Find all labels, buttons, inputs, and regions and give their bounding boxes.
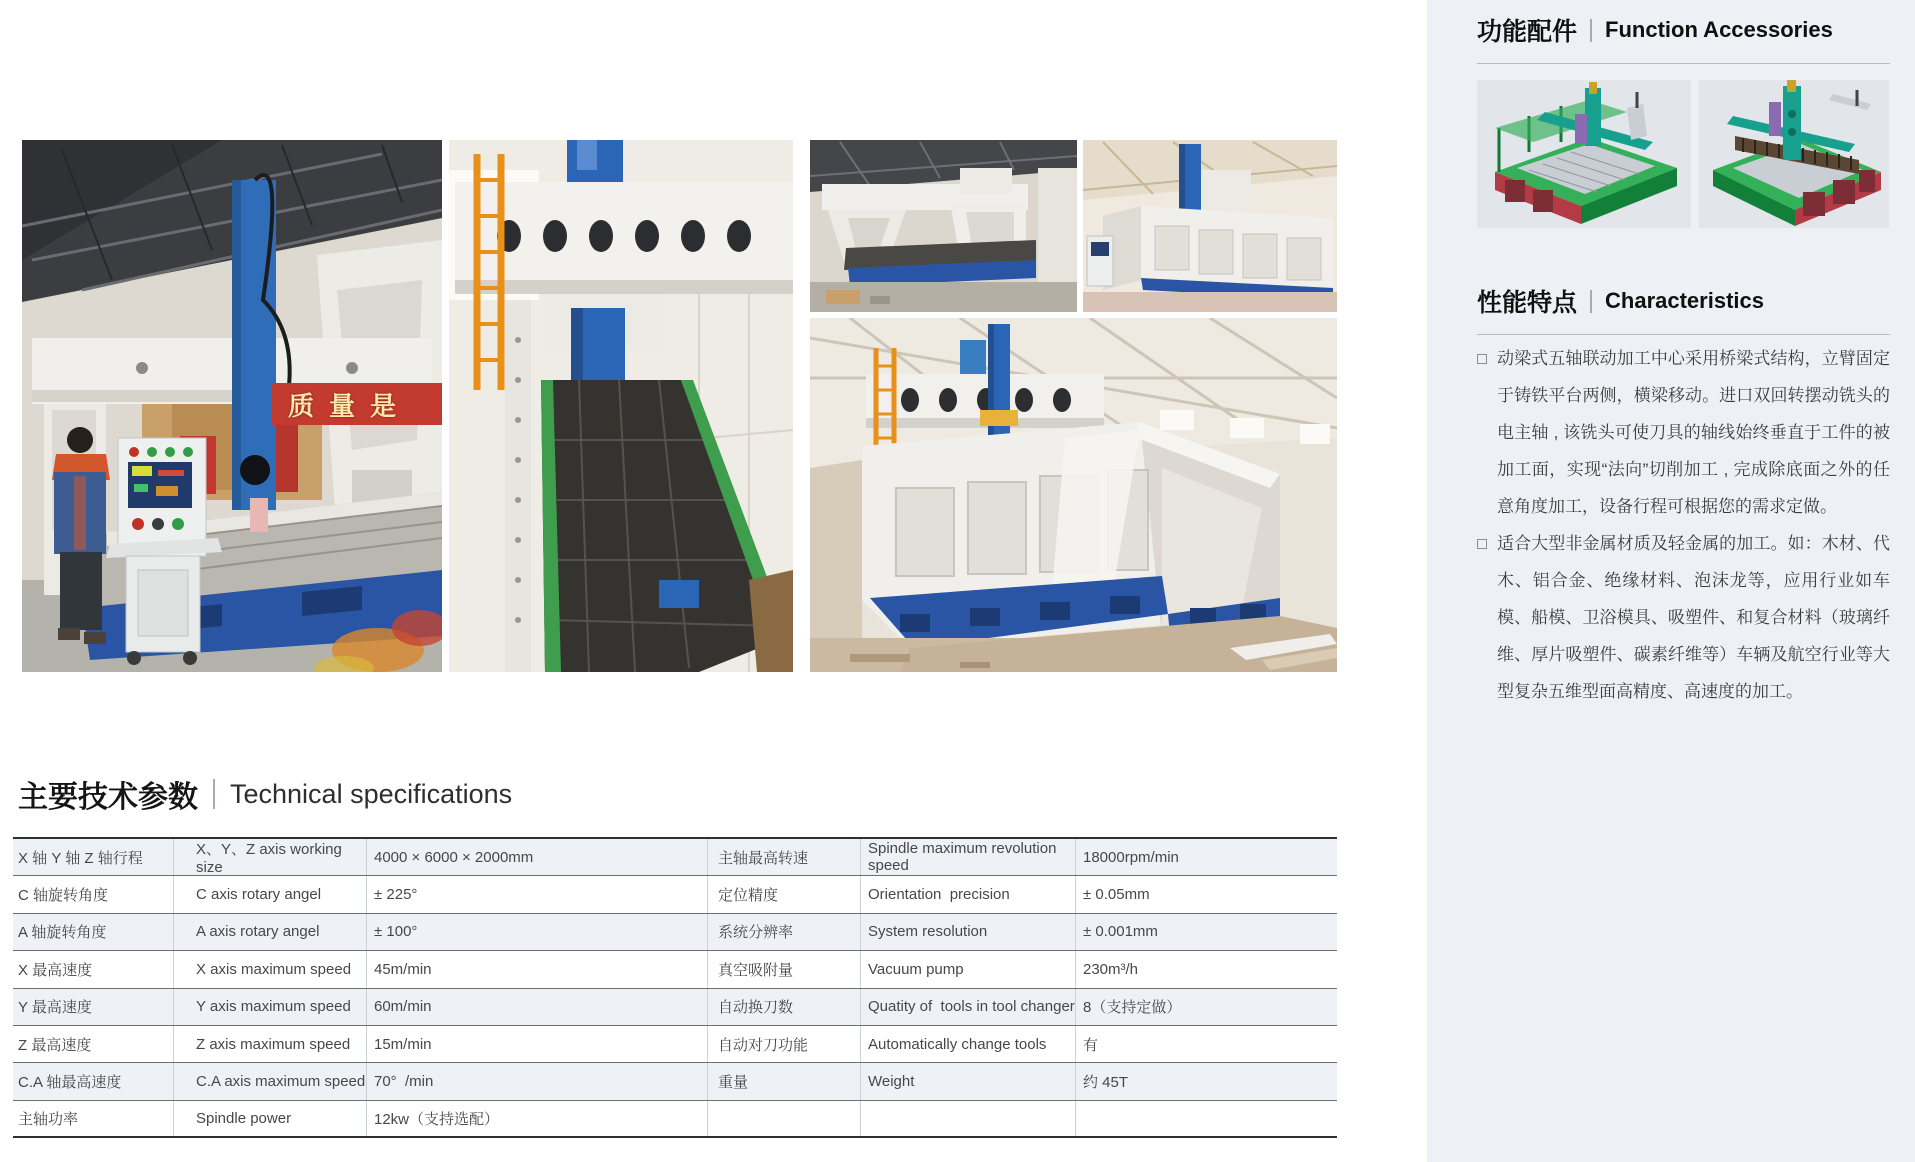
spec-value: 18000rpm/min — [1075, 839, 1337, 875]
spec-name-en: Z axis maximum speed — [173, 1026, 366, 1062]
characteristic-item — [1477, 525, 1890, 710]
photo-gantry-table-view-art — [449, 140, 793, 672]
table-row — [13, 914, 1337, 951]
table-row — [13, 839, 1337, 876]
table-row — [13, 951, 1337, 988]
spec-value: ± 0.001mm — [1075, 914, 1337, 950]
spec-value: 4000 × 6000 × 2000mm — [366, 839, 707, 875]
spec-name-zh: Y 最高速度 — [18, 999, 92, 1017]
spec-name-zh: A 轴旋转角度 — [18, 924, 107, 942]
square-bullet-icon — [1477, 354, 1487, 364]
accessory-cad-image-2 — [1699, 80, 1889, 228]
photo-enclosed-machine — [1083, 140, 1337, 312]
accessories-heading — [1477, 12, 1890, 64]
spec-value: 8（支持定做） — [1075, 989, 1337, 1025]
spec-name-zh: X 最高速度 — [18, 961, 93, 979]
spec-name-en: Quatity of tools in tool changer — [860, 989, 1075, 1025]
characteristic-item — [1477, 340, 1890, 525]
characteristics-title-en: Characteristics — [1605, 288, 1764, 313]
specs-section-title — [18, 772, 512, 816]
photo-machine-frame-art — [810, 140, 1077, 312]
photo-machine-with-operator — [22, 140, 442, 672]
spec-name-en: X、Y、Z axis working size — [173, 839, 366, 875]
spec-name-en: A axis rotary angel — [173, 914, 366, 950]
accessory-cad-2-art — [1699, 80, 1889, 228]
spec-value: 60m/min — [366, 989, 707, 1025]
accessories-title-en: Function Accessories — [1605, 17, 1833, 42]
spec-value: 230m³/h — [1075, 951, 1337, 987]
characteristic-text: 适合大型非金属材质及轻金属的加工。如：木材、代木、铝合金、绝缘材料、泡沫龙等，应用行业如车模、船模、卫浴模具、吸塑件、和复合材料（玻璃纤维、厚片吸塑件、碳素纤维等）车辆及航空行业等大型复杂五维型面高精度、高速度的加工。 — [1497, 534, 1890, 701]
banner-text: 质量是 — [288, 390, 412, 421]
table-row — [13, 876, 1337, 913]
spec-name-en: Y axis maximum speed — [173, 989, 366, 1025]
spec-table — [13, 837, 1337, 1138]
spec-name-zh: 真空吸附量 — [707, 951, 860, 987]
spec-name-zh: 定位精度 — [707, 876, 860, 912]
spec-value: ± 0.05mm — [1075, 876, 1337, 912]
sidebar — [1427, 0, 1915, 1162]
spec-name-en: Automatically change tools — [860, 1026, 1075, 1062]
photo-red-banner — [272, 383, 442, 425]
spec-name-zh — [707, 1101, 860, 1136]
spec-name-zh: C.A 轴最高速度 — [18, 1074, 122, 1092]
spec-name-zh: 重量 — [707, 1063, 860, 1099]
spec-value: 12kw（支持选配） — [366, 1101, 707, 1136]
spec-name-en: Spindle power — [173, 1101, 366, 1136]
spec-name-en: X axis maximum speed — [173, 951, 366, 987]
spec-name-en: C.A axis maximum speed — [173, 1063, 366, 1099]
table-row — [13, 1026, 1337, 1063]
spec-name-en: Weight — [860, 1063, 1075, 1099]
spec-name-en: System resolution — [860, 914, 1075, 950]
spec-name-en — [860, 1101, 1075, 1136]
table-row — [13, 1063, 1337, 1100]
accessory-images — [1477, 80, 1889, 228]
photo-large-machine — [810, 318, 1337, 672]
square-bullet-icon — [1477, 539, 1487, 549]
spec-name-en: Vacuum pump — [860, 951, 1075, 987]
spec-value — [1075, 1101, 1337, 1136]
spec-name-en: Orientation precision — [860, 876, 1075, 912]
accessories-title-zh: 功能配件 — [1477, 18, 1578, 46]
accessory-cad-image-1 — [1477, 80, 1691, 228]
spec-name-zh: 主轴功率 — [18, 1110, 79, 1128]
characteristics-title-zh: 性能特点 — [1477, 289, 1578, 317]
spec-name-zh: X 轴 Y 轴 Z 轴行程 — [18, 849, 143, 867]
heading-divider — [1590, 19, 1592, 42]
spec-name-zh: 系统分辨率 — [707, 914, 860, 950]
heading-divider — [1590, 290, 1592, 313]
photo-enclosed-machine-art — [1083, 140, 1337, 312]
spec-name-zh: 自动换刀数 — [707, 989, 860, 1025]
table-row — [13, 1101, 1337, 1138]
spec-value: 15m/min — [366, 1026, 707, 1062]
spec-value: 70° /min — [366, 1063, 707, 1099]
table-row — [13, 989, 1337, 1026]
spec-name-zh: Z 最高速度 — [18, 1036, 92, 1054]
photo-gantry-table-view — [449, 140, 793, 672]
spec-name-zh: 主轴最高转速 — [707, 839, 860, 875]
specs-title-en: Technical specifications — [230, 778, 513, 809]
spec-name-en: C axis rotary angel — [173, 876, 366, 912]
spec-value: ± 225° — [366, 876, 707, 912]
title-divider — [213, 779, 215, 809]
spec-value: 约 45T — [1075, 1063, 1337, 1099]
specs-title-zh: 主要技术参数 — [18, 781, 198, 814]
spec-name-zh: C 轴旋转角度 — [18, 887, 109, 905]
photo-machine-frame — [810, 140, 1077, 312]
spec-value: 有 — [1075, 1026, 1337, 1062]
characteristics-list — [1477, 340, 1890, 710]
spec-value: 45m/min — [366, 951, 707, 987]
photo-large-machine-art — [810, 318, 1337, 672]
accessory-cad-1-art — [1477, 80, 1691, 228]
spec-name-zh: 自动对刀功能 — [707, 1026, 860, 1062]
characteristic-text: 动梁式五轴联动加工中心采用桥梁式结构，立臂固定于铸铁平台两侧，横梁移动。进口双回转摆动铣头的电主轴 , 该铣头可使刀具的轴线始终垂直于工件的被加工面，实现“法向”切削加工 , 完成除底面之外的任意角度加工，设备行程可根据您的需求定做。 — [1497, 349, 1890, 516]
spec-name-en: Spindle maximum revolution speed — [860, 839, 1075, 875]
characteristics-heading — [1477, 283, 1890, 335]
spec-value: ± 100° — [366, 914, 707, 950]
